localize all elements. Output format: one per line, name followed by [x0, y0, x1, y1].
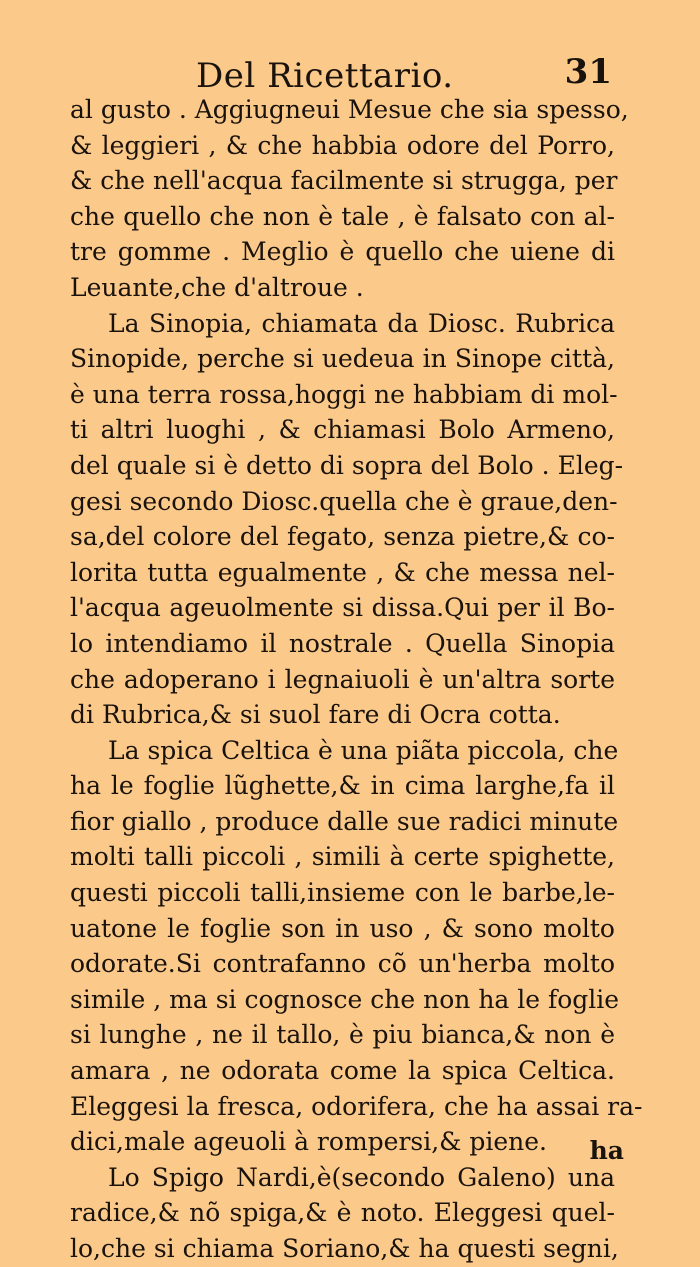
text-line: molti talli piccoli , simili à certe spighette,: [70, 842, 615, 872]
text-line: di Rubrica,& si suol fare di Ocra cotta.: [70, 700, 561, 730]
catchword: ha: [589, 1136, 624, 1165]
text-line: del quale si è detto di sopra del Bolo . Eleg-: [70, 450, 624, 480]
text-line: questi piccoli talli,insieme con le barbe,le-: [70, 878, 615, 908]
text-line: fior giallo , produce dalle sue radici minute: [70, 806, 619, 836]
text-line: Sinopide, perche si uedeua in Sinope città,: [70, 344, 615, 374]
text-line: lo intendiamo il nostrale . Quella Sinopia: [70, 628, 615, 658]
text-line: & che nell'acqua facilmente si strugga, per: [70, 166, 618, 196]
text-line: uatone le foglie son in uso , & sono molto: [70, 913, 615, 943]
text-line: simile , ma si cognosce che non ha le foglie: [70, 984, 620, 1014]
text-line: dici,male ageuoli à rompersi,& piene.: [70, 1127, 548, 1157]
text-line: ha le foglie lũghette,& in cima larghe,fa il: [70, 771, 615, 801]
text-line: l'acqua ageuolmente si dissa.Qui per il Bo-: [70, 593, 615, 623]
text-line: che quello che non è tale , è falsato con al-: [70, 201, 615, 231]
text-line: amara , ne odorata come la spica Celtica.: [70, 1056, 615, 1086]
text-line: Leuante,che d'altroue .: [70, 272, 364, 302]
text-line: La spica Celtica è una piãta piccola, che: [108, 735, 619, 765]
text-line: si lunghe , ne il tallo, è piu bianca,& non è: [70, 1020, 615, 1050]
page-number: 31: [564, 52, 612, 92]
text-line: La Sinopia, chiamata da Diosc. Rubrica: [108, 308, 615, 338]
text-line: & leggieri , & che habbia odore del Porro,: [70, 130, 615, 160]
text-line: radice,& nõ spiga,& è noto. Eleggesi quel-: [70, 1198, 615, 1228]
text-line: che adoperano i legnaiuoli è un'altra sorte: [70, 664, 615, 694]
text-line: Eleggesi la fresca, odorifera, che ha assai ra-: [70, 1091, 643, 1121]
text-line: al gusto . Aggiugneui Mesue che sia spesso,: [70, 95, 629, 124]
text-line: lorita tutta egualmente , & che messa nel-: [70, 557, 615, 587]
text-line: sa,del colore del fegato, senza pietre,& co-: [70, 522, 615, 552]
text-line: Lo Spigo Nardi,è(secondo Galeno) una: [108, 1162, 615, 1192]
text-line: lo,che si chiama Soriano,& ha questi segni,: [70, 1234, 619, 1263]
running-title: Del Ricettario.: [196, 56, 454, 96]
body-text: [70, 92, 643, 1267]
text-line: odorate.Si contrafanno cõ un'herba molto: [70, 949, 615, 979]
text-line: gesi secondo Diosc.quella che è graue,den-: [70, 486, 618, 516]
text-line: è una terra rossa,hoggi ne habbiam di mol-: [70, 379, 618, 409]
text-line: tre gomme . Meglio è quello che uiene di: [70, 237, 615, 267]
text-line: ti altri luoghi , & chiamasi Bolo Armeno,: [70, 415, 615, 445]
